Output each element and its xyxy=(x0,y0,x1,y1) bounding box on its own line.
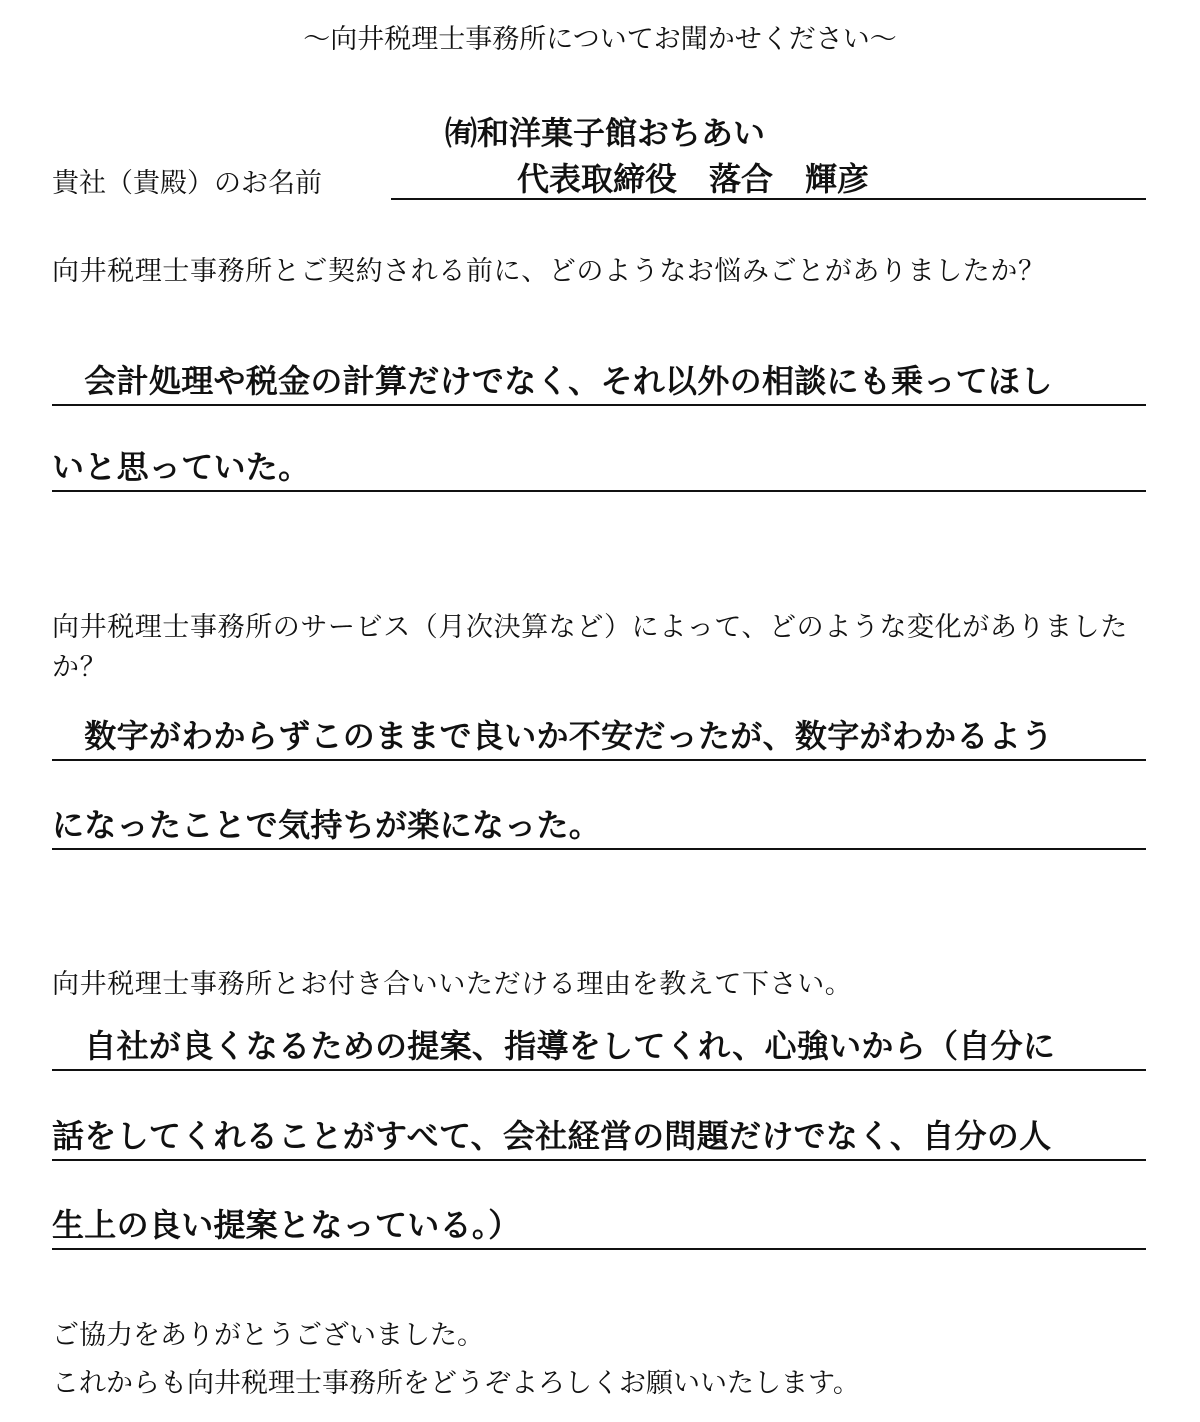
name-label: 貴社（貴殿）のお名前 xyxy=(52,168,322,199)
name-field xyxy=(391,158,1146,200)
answer-1-line-2 xyxy=(52,446,1146,492)
answer-3-line-1 xyxy=(52,1025,1146,1071)
answer-3-text-2: 話をしてくれることがすべて、会社経営の問題だけでなく、自分の人 xyxy=(52,1117,1052,1155)
question-3: 向井税理士事務所とお付き合いいただける理由を教えて下さい。 xyxy=(52,969,853,1000)
answer-3-text-3: 生上の良い提案となっている。） xyxy=(52,1206,521,1244)
answer-2-text-1: 数字がわからずこのままで良いか不安だったが、数字がわかるよう xyxy=(52,717,1054,755)
answer-1-text-1: 会計処理や税金の計算だけでなく、それ以外の相談にも乗ってほし xyxy=(52,362,1053,400)
company-name: ㈲和洋菓子館おちあい xyxy=(445,114,766,152)
answer-3-line-3 xyxy=(52,1204,1146,1250)
name-value: 代表取締役 落合 輝彦 xyxy=(517,160,870,198)
answer-1-line-1 xyxy=(52,360,1146,406)
answer-2-text-2: になったことで気持ちが楽になった。 xyxy=(52,806,602,844)
answer-2-line-2 xyxy=(52,804,1146,850)
question-1: 向井税理士事務所とご契約される前に、どのようなお悩みごとがありましたか？ xyxy=(52,256,1046,287)
question-2: 向井税理士事務所のサービス（月次決算など）によって、どのような変化がありましたか？ xyxy=(52,612,1128,683)
answer-1-text-2: いと思っていた。 xyxy=(52,448,311,486)
answer-3-line-2 xyxy=(52,1115,1146,1161)
answer-3-text-1: 自社が良くなるための提案、指導をしてくれ、心強いから（自分に xyxy=(52,1027,1056,1065)
survey-title: ～向井税理士事務所についてお聞かせください～ xyxy=(303,24,897,55)
thanks-text: ご協力をありがとうございました。 xyxy=(52,1320,484,1351)
answer-2-line-1 xyxy=(52,715,1146,761)
closing-text: これからも向井税理士事務所をどうぞよろしくお願いいたします。 xyxy=(52,1368,860,1399)
